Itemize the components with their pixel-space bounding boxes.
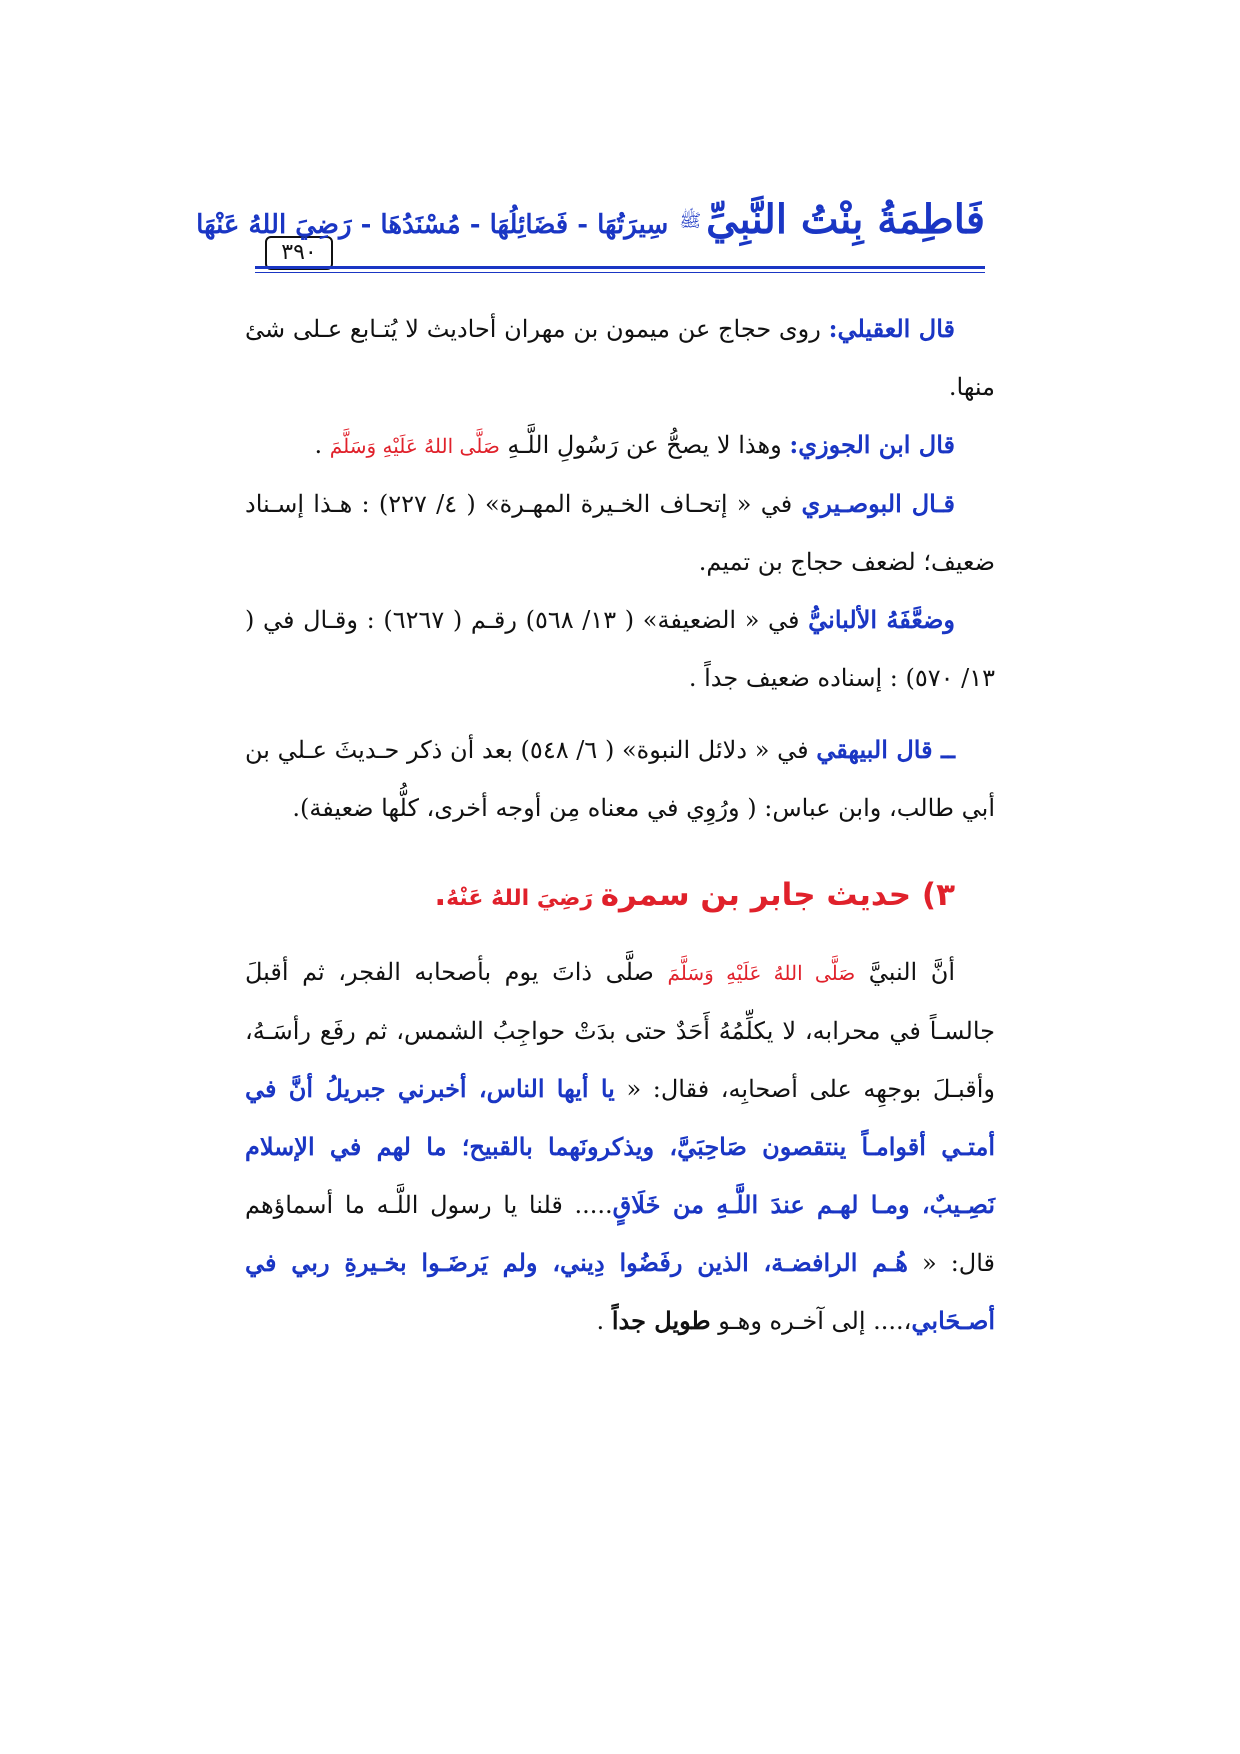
speaker-name: قال ابن الجوزي: xyxy=(789,430,955,459)
paragraph-end: . xyxy=(314,431,330,459)
paragraph-busiri xyxy=(245,475,995,591)
page-body xyxy=(245,300,995,1350)
section-honorific: رَضِيَ اللهُ عَنْهُ xyxy=(446,886,601,911)
paragraph-bayhaqi xyxy=(245,721,995,837)
honorific-salawat: صَلَّى اللهُ عَلَيْهِ وَسَلَّمَ xyxy=(329,434,500,458)
section-heading-text: ٣) حديث جابر بن سمرة xyxy=(600,877,955,913)
paragraph-text: وهذا لا يصحُّ عن رَسُولِ اللَّـهِ xyxy=(499,431,790,459)
section-heading-end: . xyxy=(434,877,447,913)
page-number: ٣٩٠ xyxy=(265,236,333,270)
book-title-block xyxy=(196,196,985,243)
hadith-text: ..... قلنا يا رسول اللَّـه ما أسماؤهم قال: « xyxy=(245,1191,996,1277)
book-subtitle: سِيرَتُهَا - فَضَائِلُهَا - مُسْنَدُهَا - رَضِيَ اللهُ عَنْهَا xyxy=(196,210,669,240)
paragraph-text: في « دلائل النبوة» ( ٦/ ٥٤٨) بعد أن ذكر حـديثَ عـلي بن أبي طالب، وابن عباس: ( ورُوِي في معناه مِن أوجه أخرى، كلُّها ضعيفة). xyxy=(245,736,995,822)
hadith-text: أنَّ النبيَّ xyxy=(855,958,955,986)
hadith-end: . xyxy=(596,1307,612,1335)
hadith-quote: هُـم الرافضـة، الذين رفَضُوا دِيني، ولم يَرضَـوا بخـيرةِ ربي في أصـحَابي xyxy=(245,1248,995,1335)
paragraph-ibn-jawzi xyxy=(245,416,995,475)
speaker-name: وضعَّفَهُ الألبانيُّ xyxy=(808,605,955,634)
hadith-text: صلَّى ذاتَ يوم بأصحابه الفجر، ثم أقبلَ جالسـاً في محرابه، لا يكلِّمُهُ أَحَدٌ حتى بدَتْ حواجِبُ الشمس، ثم رفَع رأسَـهُ، وأقبـلَ بوجهِه على أصحابِه، فقال: « xyxy=(245,958,996,1103)
speaker-name: قال البيهقي xyxy=(816,735,941,764)
header-rule-thick xyxy=(255,266,985,269)
paragraph-albani xyxy=(245,591,995,707)
speaker-name: قـال البوصـيري xyxy=(801,489,955,518)
header-rule-thin xyxy=(255,272,985,273)
book-title: فَاطِمَةُ بِنْتُ النَّبِيِّ xyxy=(706,196,985,243)
hadith-tail: طويل جداً xyxy=(611,1306,711,1335)
section-heading xyxy=(245,863,995,931)
paragraph-text: روى حجاج عن ميمون بن مهران أحاديث لا يُتـابع عـلى شئ منها. xyxy=(245,315,995,401)
honorific-salawat: صَلَّى اللهُ عَلَيْهِ وَسَلَّمَ xyxy=(667,961,856,985)
dash-marker: ــ xyxy=(940,735,956,764)
paragraph-text: في « إتحـاف الخـيرة المهـرة» ( ٤/ ٢٢٧) : هـذا إسـناد ضعيف؛ لضعف حجاج بن تميم. xyxy=(245,490,995,576)
paragraph-uqayli xyxy=(245,300,995,416)
paragraph-text: في « الضعيفة» ( ١٣/ ٥٦٨) رقـم ( ٦٢٦٧) : وقـال في ( ١٣/ ٥٧٠) : إسناده ضعيف جداً . xyxy=(245,606,995,692)
title-honorific: ﷺ xyxy=(679,210,702,232)
hadith-quote: يا أيها الناس، أخبرني جبريلُ أنَّ في أمتـي أقوامـاً ينتقصون صَاحِبَيَّ، ويذكرونَهما بالقبيح؛ ما لهم في الإسلام نَصِـيبٌ، ومـا لهـم عندَ اللَّـهِ من خَلَاقٍ xyxy=(245,1074,996,1219)
hadith-paragraph xyxy=(245,943,995,1350)
speaker-name: قال العقيلي: xyxy=(828,314,955,343)
page-header xyxy=(196,196,985,272)
hadith-text: ،.... إلى آخـره وهـو xyxy=(710,1307,912,1335)
